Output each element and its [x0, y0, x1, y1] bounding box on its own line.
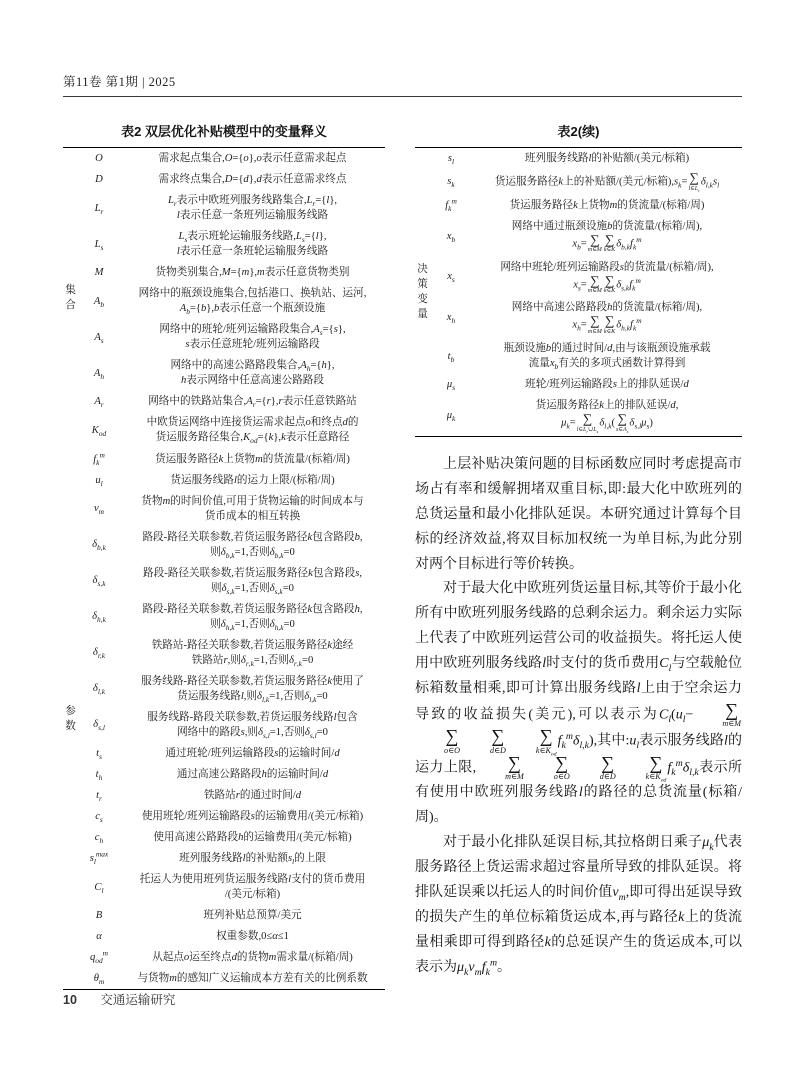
description-cell: 班列服务线路l的补贴额/(美元/标箱)	[524, 153, 690, 164]
table-row	[63, 869, 385, 905]
paragraph: 对于最大化中欧班列货运量目标,其等价于最小化所有中欧班列服务线路的总剩余运力。剩余运力实际上代表了中欧班列运营公司的收益损失。将托运人使用中欧班列服务线路l时支付的货币费用$C_l$与空载舱位标箱数量相乘,即可计算出服务线路l上由于空余运力导致的收益损失(美元),可以表示为$C_l(u_l-$ ∑ m∈M ∑ o∈O ∑ d∈D ∑ $k\in K_{od}$ $f_k^m\delta_{l,k}$),其中$:u_l$表示服务线路l的运力上限, ∑ m∈M ∑ o∈O ∑ d∈D ∑ $k\in K_{od}$ $f_k^m\delta_{l,k}$表示所有使用中欧班列服务线路l的路径的总货流量(标箱/周)。	[415, 581, 743, 826]
description-cell: 与货物m的感知广义运输成本方差有关的比例系数	[137, 973, 368, 985]
summation-symbol: ∑ o∈O	[553, 752, 570, 782]
table-row	[415, 216, 742, 257]
description-cell: 中欧货运网络中连接货运需求起点o和终点d的 货运服务路径集合$,K_{od}=\{k\},k$表示任意路径	[146, 417, 359, 446]
table-row	[63, 355, 385, 391]
table-row	[63, 527, 385, 563]
description-cell: 网络中班轮/班列运输路段s的货流量/(标箱/周), $x_s=$ ∑ m∈M ∑ k∈K $\delta_{s,k}f_k^m$	[500, 261, 714, 295]
symbol-cell: $x_h$	[446, 312, 456, 326]
description-cell: 权重参数,0≤α≤1	[216, 931, 289, 943]
description-cell: 货物m的时间价值,可用于货物运输的时间成本与 货币成本的相互转换	[141, 495, 364, 522]
table2-continued-title: 表2(续)	[557, 124, 600, 139]
table-row	[63, 470, 385, 491]
symbol-cell: $\delta_{r,k}$	[92, 647, 106, 661]
summation-symbol: ∑ k∈K	[603, 272, 616, 295]
symbol-cell: $\theta_m$	[93, 973, 105, 987]
symbol-cell: $u_l$	[95, 474, 103, 488]
table-row	[63, 848, 385, 869]
symbol-cell: $x_b$	[446, 230, 456, 244]
description-cell: 网络中的铁路站集合$,A_r=\{r\},r$表示任意铁路站	[148, 396, 357, 410]
summation-symbol: ∑ k∈K	[603, 313, 616, 335]
summation-symbol: ∑ o∈O	[444, 726, 460, 755]
summation-symbol: ∑ d∈D	[599, 752, 616, 782]
symbol-cell: $\mu_k$	[446, 409, 456, 424]
table-row	[63, 262, 385, 283]
table-row	[415, 338, 742, 374]
description-cell: 网络中高速公路路段h的货流量/(标箱/周), $x_h=$ ∑ m∈M ∑ k∈K $\delta_{h,k}f_k^m$	[511, 302, 703, 335]
table-row	[415, 169, 742, 195]
table2-title: 表2 双层优化补贴模型中的变量释义	[121, 124, 327, 139]
summation-symbol: ∑ m∈M	[587, 231, 602, 254]
table-row	[63, 190, 385, 226]
table-row	[63, 785, 385, 806]
description-cell: 网络中的高速公路路段集合$,A_h=\{h\}$, h表示网络中任意高速公路路段	[170, 360, 335, 387]
description-cell: 货运服务路径k上货物m的货流量/(标箱/周)	[155, 453, 350, 465]
table-row	[63, 743, 385, 764]
table-row	[63, 449, 385, 470]
symbol-cell: B	[95, 910, 103, 922]
table-row	[63, 968, 385, 990]
table-row	[415, 148, 742, 170]
symbol-cell: $s_k$	[447, 176, 455, 190]
description-cell: 网络中的班轮/班列运输路段集合$,A_s=\{s\}$, s表示任意班轮/班列运输路段	[159, 324, 346, 351]
description-cell: 使用高速公路路段h的运输费用/(美元/标箱)	[153, 832, 352, 844]
page-footer	[63, 990, 175, 1008]
summation-symbol: ∑ k∈K	[603, 231, 616, 254]
journal-issue-header: 第11卷 第1期 | 2025	[63, 72, 742, 97]
symbol-cell: $A_r$	[94, 396, 104, 410]
description-cell: 需求终点集合,D={d},d表示任意需求终点	[158, 174, 347, 186]
table-row	[415, 297, 742, 338]
journal-name: 交通运输研究	[100, 993, 176, 1007]
table-row	[63, 947, 385, 968]
paragraph: 对于最小化排队延误目标,其拉格朗日乘子$\mu_k$代表服务路径上货运需求超过容量所导致的排队延误。将排队延误乘以托运人的时间价值$v_m$,即可得出延误导致的损失产生的单位标箱货运成本,再与路径k上的货流量相乘即可得到路径k的总延误产生的货运成本,可以表示为$\mu_kv_mf_k^m$。	[415, 834, 743, 978]
symbol-cell: $\delta_{s,k}$	[92, 575, 106, 589]
symbol-cell: $\delta_{b,k}$	[92, 539, 106, 553]
symbol-cell: α	[96, 931, 102, 943]
right-column	[415, 121, 742, 990]
symbol-cell: $f_k^m$	[93, 449, 105, 467]
symbol-cell: $c_s$	[95, 811, 103, 825]
table-row	[63, 391, 385, 412]
table-row	[63, 764, 385, 785]
description-cell: 货运服务路径k上的补贴额/(美元/标箱)$,s_k=$ ∑ $l\in L_r$ $\delta_{l,k}s_l$	[494, 170, 720, 193]
description-cell: 通过班轮/班列运输路段s的运输时间/d	[165, 748, 340, 759]
table-row	[415, 395, 742, 436]
description-cell: 服务线路-路径关联参数,若货运服务路径k使用了 货运服务线路l,则$\delta_{l,k}=1$,否则$\delta_{l,k}=0$	[141, 675, 364, 705]
description-cell: 通过高速公路路段h的运输时间/d	[176, 769, 329, 781]
description-cell: 路段-路径关联参数,若货运服务路径k包含路段h, 则$\delta_{h,k}=1$,否则$\delta_{h,k}=0$	[142, 603, 363, 632]
table-row	[63, 599, 385, 635]
table-row	[63, 905, 385, 926]
symbol-cell: $c_h$	[94, 832, 104, 846]
symbol-cell: $s_l$	[447, 153, 455, 167]
description-cell: 班列服务线路l的补贴额$s_l$的上限	[179, 853, 326, 867]
summation-symbol: ∑ $k\in K_{od}$	[535, 726, 557, 758]
symbol-cell: $A_h$	[93, 367, 105, 381]
table-row	[63, 926, 385, 947]
group-label: 集 合	[65, 285, 76, 312]
symbol-cell: D	[95, 174, 103, 186]
table-row	[63, 319, 385, 355]
description-cell: 从起点o运至终点d的货物m需求量/(标箱/周)	[152, 952, 353, 964]
description-cell: 货运服务线路l的运力上限/(标箱/周)	[170, 474, 335, 486]
table-row	[415, 257, 742, 298]
table-row	[63, 827, 385, 848]
table-row	[63, 226, 385, 262]
symbol-cell: $\delta_{s,l}$	[93, 719, 105, 733]
summation-symbol: ∑ m∈M	[722, 699, 741, 729]
two-column-layout	[63, 121, 742, 990]
group-label: 参 数	[65, 705, 76, 732]
table-row	[63, 671, 385, 707]
table2-continued	[415, 147, 742, 437]
page-number: 10	[63, 993, 77, 1007]
symbol-cell: $t_s$	[96, 748, 102, 762]
symbol-cell: $A_b$	[93, 295, 105, 309]
summation-symbol: ∑ $s\in A_s$	[616, 411, 629, 434]
symbol-cell: $L_r$	[94, 202, 104, 216]
description-cell: $L_r$表示中欧班列服务线路集合$,L_r=\{l\}$, l表示任意一条班列运输服务线路	[167, 195, 338, 222]
description-cell: 使用班轮/班列运输路段s的运输费用/(美元/标箱)	[141, 811, 364, 823]
description-cell: 瓶颈设施b的通过时间/d,由与该瓶颈设施承载 流量$x_b$有关的多项式函数计算得到	[503, 343, 711, 372]
table-row	[63, 806, 385, 827]
symbol-cell: $q_{od}^m$	[89, 948, 109, 966]
symbol-cell: O	[95, 153, 103, 164]
description-cell: 铁路站r的通过时间/d	[203, 790, 302, 802]
summation-symbol: ∑ m∈M	[587, 313, 602, 335]
description-cell: 路段-路径关联参数,若货运服务路径k包含路段s, 则$\delta_{s,k}=1$,否则$\delta_{s,k}=0$	[143, 567, 362, 596]
description-cell: 货运服务路径k上货物m的货流量/(标箱/周)	[509, 199, 705, 211]
description-cell: 班轮/班列运输路段s上的排队延误/d	[525, 379, 689, 391]
symbol-cell: $t_h$	[95, 769, 103, 783]
description-cell: 货物类别集合,M={m},m表示任意货物类别	[155, 267, 350, 279]
symbol-cell: $v_m$	[93, 503, 105, 517]
table2-variables	[63, 147, 385, 990]
table-row	[63, 707, 385, 743]
description-cell: 铁路站-路径关联参数,若货运服务路径k途经 铁路站r,则$\delta_{r,k}=1$,否则$\delta_{r,k}=0$	[151, 639, 354, 668]
table-row	[63, 635, 385, 671]
paragraph: 上层补贴决策问题的目标函数应同时考虑提高市场占有率和缓解拥堵双重目标,即:最大化中欧班列的总货运量和最小化排队延误。本研究通过计算每个目标的经济效益,将双目标加权统一为单目标,为此分别对两个目标进行等价转换。	[415, 456, 742, 572]
symbol-cell: M	[94, 267, 104, 279]
symbol-cell: $A_s$	[94, 331, 104, 345]
symbol-cell: $C_l$	[94, 881, 104, 895]
symbol-cell: $x_s$	[447, 271, 455, 285]
description-cell: 需求起点集合,O={o},o表示任意需求起点	[158, 153, 347, 164]
description-cell: 网络中通过瓶颈设施b的货流量/(标箱/周), $x_b=$ ∑ m∈M ∑ k∈K $\delta_{b,k}f_k^m$	[511, 220, 703, 254]
symbol-cell: $\delta_{l,k}$	[92, 683, 106, 697]
table-row	[415, 374, 742, 395]
symbol-cell: $s_l^{max}$	[89, 849, 109, 867]
table-row	[415, 195, 742, 216]
symbol-cell: $L_s$	[94, 238, 104, 252]
group-label: 决 策 变 量	[417, 263, 428, 320]
summation-symbol: ∑ $l\in L_r\cup L_s$	[576, 411, 599, 434]
summation-symbol: ∑ d∈D	[489, 726, 506, 755]
table-row	[63, 412, 385, 448]
table-row	[63, 563, 385, 599]
left-column	[63, 121, 385, 990]
symbol-cell: $\delta_{h,k}$	[92, 611, 106, 625]
table-row	[63, 148, 385, 170]
description-cell: 路段-路径关联参数,若货运服务路径k包含路段b, 则$\delta_{b,k}=1$,否则$\delta_{b,k}=0$	[142, 531, 363, 560]
description-cell: 网络中的瓶颈设施集合,包括港口、换轨站、运河, $A_b=\{b\},b$表示任意一个瓶颈设施	[138, 288, 367, 317]
description-cell: $L_s$表示班轮运输服务线路$,L_s=\{l\}$, l表示任意一条班轮运输服务线路	[176, 231, 329, 258]
summation-symbol: ∑ $k\in K_{od}$	[645, 752, 667, 784]
table-row	[63, 169, 385, 190]
summation-symbol: ∑ m∈M	[587, 272, 602, 295]
symbol-cell: $K_{od}$	[91, 424, 107, 439]
description-cell: 服务线路-路段关联参数,若货运服务线路l包含 网络中的路段s,则$\delta_{s,l}=1$,否则$\delta_{s,l}=0$	[147, 711, 358, 741]
summation-symbol: ∑ m∈M	[505, 752, 524, 782]
body-text	[415, 453, 742, 981]
table-row	[63, 491, 385, 527]
symbol-cell: $f_k^m$	[445, 196, 457, 213]
description-cell: 托运人为使用班列货运服务线路l支付的货币费用 /(美元/标箱)	[139, 874, 366, 901]
symbol-cell: $t_r$	[96, 790, 102, 804]
description-cell: 班列补贴总预算/美元	[203, 910, 302, 922]
symbol-cell: $t_b$	[447, 350, 455, 364]
table-row	[63, 283, 385, 319]
description-cell: 货运服务路径k上的排队延误/d, $\mu_k=$ ∑ $l\in L_r\cup L_s$ $\delta_{l,k}$( ∑ $s\in A_s$ $\delta_{s,l}\mu_s$)	[535, 400, 679, 434]
symbol-cell: $\mu_s$	[446, 379, 456, 393]
summation-symbol: ∑ $l\in L_r$	[688, 170, 700, 193]
